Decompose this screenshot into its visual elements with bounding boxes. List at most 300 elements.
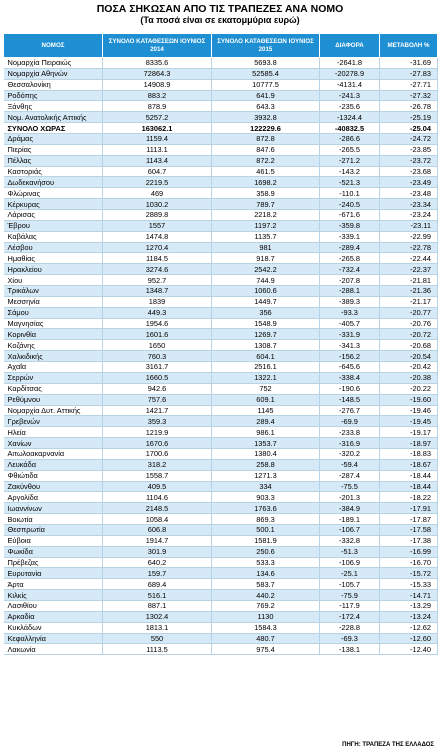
- cell-nomos: Δωδεκανήσου: [4, 177, 103, 188]
- cell-difference: -521.3: [320, 177, 380, 188]
- cell-change-pct: -17.38: [380, 535, 438, 546]
- cell-difference: -207.8: [320, 275, 380, 286]
- cell-deposits-2014: 1159.4: [103, 134, 212, 145]
- cell-change-pct: -23.49: [380, 177, 438, 188]
- cell-deposits-2014: 1813.1: [103, 622, 212, 633]
- cell-change-pct: -19.46: [380, 405, 438, 416]
- table-row: [4, 220, 438, 231]
- cell-nomos: Μαγνησίας: [4, 318, 103, 329]
- cell-difference: -235.6: [320, 101, 380, 112]
- cell-change-pct: -18.44: [380, 481, 438, 492]
- cell-change-pct: -20.68: [380, 340, 438, 351]
- cell-difference: -320.2: [320, 448, 380, 459]
- cell-change-pct: -23.48: [380, 188, 438, 199]
- table-row: [4, 340, 438, 351]
- cell-deposits-2014: 409.5: [103, 481, 212, 492]
- cell-deposits-2015: 641.9: [212, 90, 320, 101]
- table-row: [4, 546, 438, 557]
- table-row: [4, 296, 438, 307]
- cell-nomos: Δράμας: [4, 134, 103, 145]
- cell-change-pct: -22.44: [380, 253, 438, 264]
- table-row: [4, 557, 438, 568]
- cell-difference: -117.9: [320, 600, 380, 611]
- cell-deposits-2015: 1449.7: [212, 296, 320, 307]
- table-row: [4, 416, 438, 427]
- cell-nomos: Φλώρινας: [4, 188, 103, 199]
- cell-deposits-2014: 516.1: [103, 590, 212, 601]
- cell-nomos: Πέλλας: [4, 155, 103, 166]
- cell-difference: -106.9: [320, 557, 380, 568]
- cell-deposits-2015: 1271.3: [212, 470, 320, 481]
- cell-difference: -148.5: [320, 394, 380, 405]
- cell-deposits-2014: 469: [103, 188, 212, 199]
- table-row: [4, 58, 438, 69]
- header-deposits-2015: ΣΥΝΟΛΟ ΚΑΤΑΘΕΣΕΩΝ ΙΟΥΝΙΟΣ 2015: [212, 34, 320, 58]
- deposits-table: [3, 33, 438, 655]
- cell-change-pct: -16.99: [380, 546, 438, 557]
- cell-nomos: Τρικάλων: [4, 286, 103, 297]
- cell-deposits-2014: 1914.7: [103, 535, 212, 546]
- cell-change-pct: -31.69: [380, 58, 438, 69]
- cell-difference: -271.2: [320, 155, 380, 166]
- cell-change-pct: -23.34: [380, 199, 438, 210]
- cell-difference: -20278.9: [320, 68, 380, 79]
- cell-difference: -384.9: [320, 503, 380, 514]
- cell-deposits-2014: 2148.5: [103, 503, 212, 514]
- cell-change-pct: -15.72: [380, 568, 438, 579]
- cell-nomos: Κυκλάδων: [4, 622, 103, 633]
- cell-difference: -287.4: [320, 470, 380, 481]
- cell-deposits-2015: 1322.1: [212, 372, 320, 383]
- source-note: ΠΗΓΗ: ΤΡΑΠΕΖΑ ΤΗΣ ΕΛΛΑΔΟΣ: [342, 742, 434, 748]
- header-change-pct: ΜΕΤΑΒΟΛΗ %: [380, 34, 438, 58]
- cell-difference: -172.4: [320, 611, 380, 622]
- cell-nomos: Ιωαννίνων: [4, 503, 103, 514]
- table-row: [4, 524, 438, 535]
- table-row: [4, 362, 438, 373]
- cell-difference: -75.9: [320, 590, 380, 601]
- header-difference: ΔΙΑΦΟΡΑ: [320, 34, 380, 58]
- table-row: [4, 177, 438, 188]
- table-row: [4, 188, 438, 199]
- cell-difference: -671.6: [320, 210, 380, 221]
- cell-deposits-2014: 1650: [103, 340, 212, 351]
- cell-nomos: Μεσσηνία: [4, 296, 103, 307]
- cell-deposits-2015: 1353.7: [212, 438, 320, 449]
- cell-nomos: Αρκαδία: [4, 611, 103, 622]
- cell-change-pct: -20.42: [380, 362, 438, 373]
- cell-deposits-2014: 159.7: [103, 568, 212, 579]
- cell-deposits-2014: 689.4: [103, 579, 212, 590]
- cell-nomos: Άρτα: [4, 579, 103, 590]
- cell-difference: -289.4: [320, 242, 380, 253]
- cell-difference: -69.9: [320, 416, 380, 427]
- cell-deposits-2014: 1302.4: [103, 611, 212, 622]
- cell-difference: -288.1: [320, 286, 380, 297]
- cell-deposits-2014: 163062.1: [103, 123, 212, 134]
- cell-deposits-2015: 872.8: [212, 134, 320, 145]
- cell-deposits-2015: 847.6: [212, 144, 320, 155]
- cell-change-pct: -22.37: [380, 264, 438, 275]
- cell-deposits-2014: 757.6: [103, 394, 212, 405]
- cell-difference: -405.7: [320, 318, 380, 329]
- table-row: [4, 568, 438, 579]
- cell-deposits-2015: 1581.9: [212, 535, 320, 546]
- cell-deposits-2015: 2516.1: [212, 362, 320, 373]
- cell-deposits-2014: 883.2: [103, 90, 212, 101]
- cell-deposits-2015: 975.4: [212, 644, 320, 655]
- table-row: [4, 405, 438, 416]
- cell-deposits-2014: 1113.1: [103, 144, 212, 155]
- cell-deposits-2014: 942.6: [103, 383, 212, 394]
- cell-difference: -110.1: [320, 188, 380, 199]
- table-row: [4, 68, 438, 79]
- cell-change-pct: -25.19: [380, 112, 438, 123]
- cell-change-pct: -18.97: [380, 438, 438, 449]
- cell-difference: -228.8: [320, 622, 380, 633]
- cell-nomos: Κοζάνης: [4, 340, 103, 351]
- cell-change-pct: -18.67: [380, 459, 438, 470]
- cell-deposits-2014: 1348.7: [103, 286, 212, 297]
- table-row: [4, 253, 438, 264]
- cell-deposits-2015: 533.3: [212, 557, 320, 568]
- table-row: [4, 394, 438, 405]
- cell-deposits-2014: 952.7: [103, 275, 212, 286]
- cell-change-pct: -22.99: [380, 231, 438, 242]
- cell-change-pct: -19.45: [380, 416, 438, 427]
- cell-change-pct: -18.22: [380, 492, 438, 503]
- cell-change-pct: -18.83: [380, 448, 438, 459]
- cell-deposits-2014: 1601.6: [103, 329, 212, 340]
- cell-deposits-2015: 2542.2: [212, 264, 320, 275]
- cell-deposits-2014: 318.2: [103, 459, 212, 470]
- cell-nomos: Θεσπρωτία: [4, 524, 103, 535]
- cell-deposits-2015: 1060.6: [212, 286, 320, 297]
- cell-difference: -4131.4: [320, 79, 380, 90]
- table-row: [4, 134, 438, 145]
- cell-deposits-2015: 1584.3: [212, 622, 320, 633]
- cell-change-pct: -23.85: [380, 144, 438, 155]
- cell-difference: -645.6: [320, 362, 380, 373]
- table-row: [4, 579, 438, 590]
- table-row: [4, 286, 438, 297]
- cell-nomos: Πρέβεζας: [4, 557, 103, 568]
- cell-nomos: Ζακύνθου: [4, 481, 103, 492]
- cell-deposits-2015: 643.3: [212, 101, 320, 112]
- cell-change-pct: -23.11: [380, 220, 438, 231]
- cell-deposits-2014: 760.3: [103, 351, 212, 362]
- cell-deposits-2015: 1135.7: [212, 231, 320, 242]
- cell-nomos: Ηρακλείου: [4, 264, 103, 275]
- cell-nomos: Νομ. Ανατολικής Αττικής: [4, 112, 103, 123]
- table-row: [4, 307, 438, 318]
- cell-nomos: Λευκάδα: [4, 459, 103, 470]
- cell-deposits-2014: 359.3: [103, 416, 212, 427]
- cell-change-pct: -19.17: [380, 427, 438, 438]
- cell-difference: -51.3: [320, 546, 380, 557]
- header-nomos: ΝΟΜΟΣ: [4, 34, 103, 58]
- table-row: [4, 622, 438, 633]
- cell-nomos: Ξάνθης: [4, 101, 103, 112]
- table-row: [4, 90, 438, 101]
- cell-nomos: Σερρών: [4, 372, 103, 383]
- cell-deposits-2015: 258.8: [212, 459, 320, 470]
- table-row: [4, 492, 438, 503]
- cell-change-pct: -20.38: [380, 372, 438, 383]
- cell-deposits-2014: 449.3: [103, 307, 212, 318]
- cell-deposits-2015: 289.4: [212, 416, 320, 427]
- cell-deposits-2014: 301.9: [103, 546, 212, 557]
- cell-difference: -1324.4: [320, 112, 380, 123]
- cell-change-pct: -18.44: [380, 470, 438, 481]
- cell-change-pct: -25.04: [380, 123, 438, 134]
- cell-deposits-2015: 250.6: [212, 546, 320, 557]
- table-row: [4, 275, 438, 286]
- cell-deposits-2015: 1308.7: [212, 340, 320, 351]
- cell-change-pct: -16.70: [380, 557, 438, 568]
- cell-nomos: Βοιωτία: [4, 514, 103, 525]
- cell-deposits-2014: 1113.5: [103, 644, 212, 655]
- cell-deposits-2014: 878.9: [103, 101, 212, 112]
- cell-change-pct: -17.87: [380, 514, 438, 525]
- cell-nomos: Καρδίτσας: [4, 383, 103, 394]
- cell-deposits-2014: 606.8: [103, 524, 212, 535]
- table-row: [4, 427, 438, 438]
- cell-nomos: Χανίων: [4, 438, 103, 449]
- table-row: [4, 231, 438, 242]
- cell-change-pct: -26.78: [380, 101, 438, 112]
- cell-difference: -331.9: [320, 329, 380, 340]
- cell-deposits-2015: 1269.7: [212, 329, 320, 340]
- table-row: [4, 644, 438, 655]
- cell-nomos: Θεσσαλονίκη: [4, 79, 103, 90]
- cell-deposits-2014: 1700.6: [103, 448, 212, 459]
- cell-change-pct: -23.24: [380, 210, 438, 221]
- cell-change-pct: -17.58: [380, 524, 438, 535]
- cell-deposits-2015: 1197.2: [212, 220, 320, 231]
- cell-deposits-2015: 461.5: [212, 166, 320, 177]
- cell-nomos: Φθιώτιδα: [4, 470, 103, 481]
- table-row: [4, 264, 438, 275]
- cell-nomos: Ημαθίας: [4, 253, 103, 264]
- table-row: [4, 503, 438, 514]
- cell-nomos: Νομαρχία Πειραιώς: [4, 58, 103, 69]
- cell-difference: -339.1: [320, 231, 380, 242]
- cell-difference: -338.4: [320, 372, 380, 383]
- cell-deposits-2014: 1474.8: [103, 231, 212, 242]
- cell-nomos: Καστοριάς: [4, 166, 103, 177]
- cell-deposits-2015: 604.1: [212, 351, 320, 362]
- table-row: [4, 242, 438, 253]
- cell-deposits-2015: 10777.5: [212, 79, 320, 90]
- cell-deposits-2015: 744.9: [212, 275, 320, 286]
- page-title: ΠΟΣΑ ΣΗΚΩΣΑΝ ΑΠΟ ΤΙΣ ΤΡΑΠΕΖΕΣ ΑΝΑ ΝΟΜΟ: [96, 3, 344, 15]
- cell-deposits-2014: 2219.5: [103, 177, 212, 188]
- table-row: [4, 459, 438, 470]
- cell-nomos: Γρεβενών: [4, 416, 103, 427]
- cell-deposits-2014: 1557: [103, 220, 212, 231]
- table-row: [4, 155, 438, 166]
- cell-change-pct: -21.17: [380, 296, 438, 307]
- cell-difference: -265.5: [320, 144, 380, 155]
- cell-change-pct: -27.71: [380, 79, 438, 90]
- header-deposits-2014: ΣΥΝΟΛΟ ΚΑΤΑΘΕΣΕΩΝ ΙΟΥΝΙΟΣ 2014: [103, 34, 212, 58]
- table-row: [4, 481, 438, 492]
- cell-deposits-2014: 887.1: [103, 600, 212, 611]
- table-row: [4, 144, 438, 155]
- cell-deposits-2015: 869.3: [212, 514, 320, 525]
- cell-nomos: Χαλκιδικής: [4, 351, 103, 362]
- cell-nomos: Κέρκυρας: [4, 199, 103, 210]
- header-row: [4, 34, 438, 58]
- cell-change-pct: -12.62: [380, 622, 438, 633]
- cell-difference: -233.8: [320, 427, 380, 438]
- cell-deposits-2015: 122229.6: [212, 123, 320, 134]
- cell-deposits-2015: 1380.4: [212, 448, 320, 459]
- cell-change-pct: -20.54: [380, 351, 438, 362]
- cell-nomos: Σάμου: [4, 307, 103, 318]
- cell-difference: -732.4: [320, 264, 380, 275]
- cell-difference: -75.5: [320, 481, 380, 492]
- cell-deposits-2015: 52585.4: [212, 68, 320, 79]
- cell-difference: -2641.8: [320, 58, 380, 69]
- table-row: [4, 210, 438, 221]
- cell-difference: -40832.5: [320, 123, 380, 134]
- table-row: [4, 166, 438, 177]
- cell-difference: -156.2: [320, 351, 380, 362]
- cell-deposits-2014: 1219.9: [103, 427, 212, 438]
- cell-deposits-2015: 1130: [212, 611, 320, 622]
- table-row: [4, 448, 438, 459]
- cell-deposits-2015: 981: [212, 242, 320, 253]
- cell-change-pct: -20.22: [380, 383, 438, 394]
- cell-deposits-2015: 872.2: [212, 155, 320, 166]
- cell-nomos: Ρεθύμνου: [4, 394, 103, 405]
- cell-nomos: Αργολίδα: [4, 492, 103, 503]
- cell-nomos: ΣΥΝΟΛΟ ΧΩΡΑΣ: [4, 123, 103, 134]
- cell-deposits-2014: 3161.7: [103, 362, 212, 373]
- table-row: [4, 101, 438, 112]
- cell-difference: -138.1: [320, 644, 380, 655]
- cell-deposits-2015: 903.3: [212, 492, 320, 503]
- cell-nomos: Καβάλας: [4, 231, 103, 242]
- cell-change-pct: -27.32: [380, 90, 438, 101]
- cell-deposits-2015: 358.9: [212, 188, 320, 199]
- cell-deposits-2015: 334: [212, 481, 320, 492]
- cell-deposits-2015: 5693.8: [212, 58, 320, 69]
- table-row: [4, 383, 438, 394]
- cell-deposits-2015: 1763.6: [212, 503, 320, 514]
- cell-deposits-2015: 1145: [212, 405, 320, 416]
- table-row: [4, 351, 438, 362]
- cell-nomos: Κεφαλληνία: [4, 633, 103, 644]
- table-row: [4, 600, 438, 611]
- cell-nomos: Ευρυτανία: [4, 568, 103, 579]
- cell-deposits-2015: 1548.9: [212, 318, 320, 329]
- cell-nomos: Κορινθία: [4, 329, 103, 340]
- table-row: [4, 611, 438, 622]
- cell-deposits-2015: 500.1: [212, 524, 320, 535]
- cell-deposits-2014: 1104.6: [103, 492, 212, 503]
- cell-nomos: Λασιθίου: [4, 600, 103, 611]
- cell-change-pct: -20.72: [380, 329, 438, 340]
- cell-change-pct: -23.68: [380, 166, 438, 177]
- cell-deposits-2014: 1670.6: [103, 438, 212, 449]
- cell-difference: -240.5: [320, 199, 380, 210]
- cell-deposits-2015: 134.6: [212, 568, 320, 579]
- cell-deposits-2014: 1058.4: [103, 514, 212, 525]
- cell-nomos: Έβρου: [4, 220, 103, 231]
- cell-deposits-2014: 1143.4: [103, 155, 212, 166]
- cell-difference: -241.3: [320, 90, 380, 101]
- cell-difference: -359.8: [320, 220, 380, 231]
- table-row: [4, 633, 438, 644]
- cell-nomos: Εύβοια: [4, 535, 103, 546]
- cell-deposits-2015: 2218.2: [212, 210, 320, 221]
- table-body: [4, 58, 438, 655]
- cell-difference: -201.3: [320, 492, 380, 503]
- cell-deposits-2014: 2889.8: [103, 210, 212, 221]
- cell-difference: -316.9: [320, 438, 380, 449]
- cell-change-pct: -20.77: [380, 307, 438, 318]
- cell-change-pct: -14.71: [380, 590, 438, 601]
- table-row: [4, 372, 438, 383]
- cell-nomos: Λάρισας: [4, 210, 103, 221]
- cell-change-pct: -27.83: [380, 68, 438, 79]
- cell-change-pct: -20.76: [380, 318, 438, 329]
- cell-change-pct: -23.72: [380, 155, 438, 166]
- cell-deposits-2014: 1839: [103, 296, 212, 307]
- table-row: [4, 470, 438, 481]
- table-row: [4, 514, 438, 525]
- cell-deposits-2015: 480.7: [212, 633, 320, 644]
- cell-change-pct: -24.72: [380, 134, 438, 145]
- cell-difference: -105.7: [320, 579, 380, 590]
- cell-change-pct: -12.40: [380, 644, 438, 655]
- cell-deposits-2015: 583.7: [212, 579, 320, 590]
- cell-nomos: Κιλκίς: [4, 590, 103, 601]
- cell-nomos: Ηλεία: [4, 427, 103, 438]
- cell-change-pct: -13.24: [380, 611, 438, 622]
- cell-deposits-2014: 8335.6: [103, 58, 212, 69]
- cell-deposits-2015: 752: [212, 383, 320, 394]
- cell-deposits-2014: 1421.7: [103, 405, 212, 416]
- cell-nomos: Φωκίδα: [4, 546, 103, 557]
- cell-deposits-2014: 5257.2: [103, 112, 212, 123]
- cell-nomos: Χίου: [4, 275, 103, 286]
- cell-deposits-2014: 3274.6: [103, 264, 212, 275]
- cell-deposits-2014: 1558.7: [103, 470, 212, 481]
- cell-change-pct: -17.91: [380, 503, 438, 514]
- cell-deposits-2014: 1660.5: [103, 372, 212, 383]
- cell-deposits-2014: 1184.5: [103, 253, 212, 264]
- cell-deposits-2015: 986.1: [212, 427, 320, 438]
- table-row: [4, 123, 438, 134]
- cell-change-pct: -12.60: [380, 633, 438, 644]
- cell-difference: -69.3: [320, 633, 380, 644]
- cell-nomos: Πιερίας: [4, 144, 103, 155]
- table-row: [4, 199, 438, 210]
- cell-deposits-2015: 609.1: [212, 394, 320, 405]
- cell-deposits-2015: 789.7: [212, 199, 320, 210]
- cell-deposits-2015: 1698.2: [212, 177, 320, 188]
- cell-change-pct: -13.29: [380, 600, 438, 611]
- cell-difference: -25.1: [320, 568, 380, 579]
- cell-nomos: Αιτωλοακαρνανία: [4, 448, 103, 459]
- cell-change-pct: -19.60: [380, 394, 438, 405]
- cell-difference: -332.8: [320, 535, 380, 546]
- cell-deposits-2014: 640.2: [103, 557, 212, 568]
